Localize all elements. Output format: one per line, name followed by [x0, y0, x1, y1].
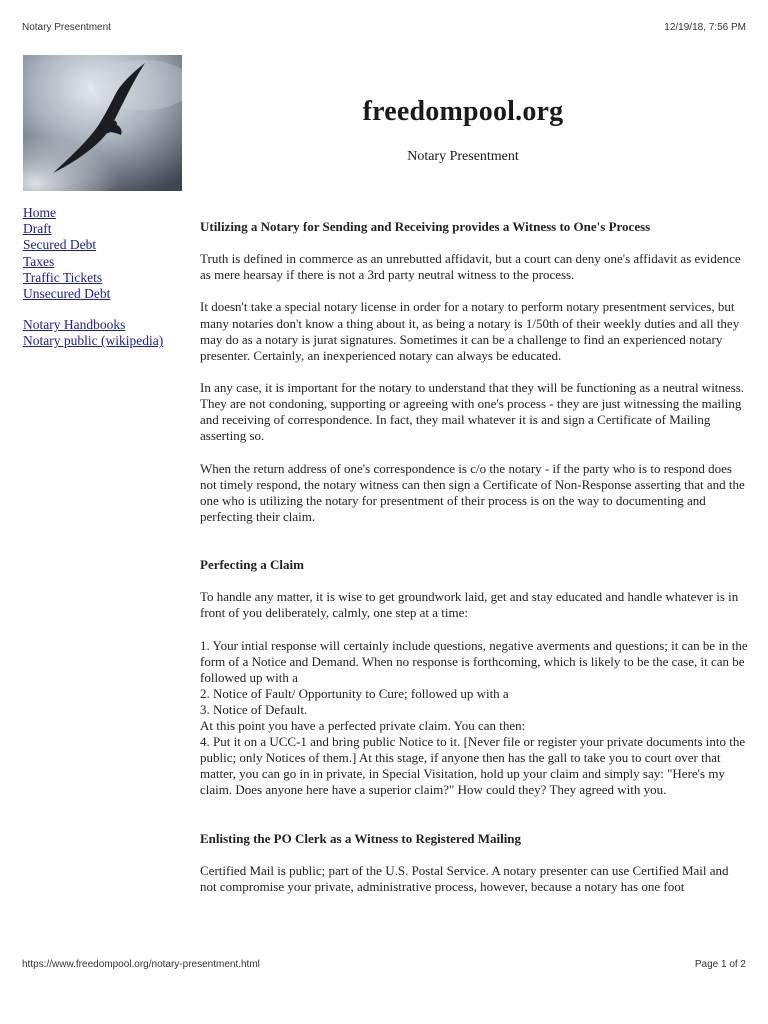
list-item: 3. Notice of Default. — [200, 702, 308, 717]
print-footer-page: Page 1 of 2 — [694, 959, 746, 970]
site-title: freedompool.org — [362, 96, 564, 127]
bird-icon — [23, 55, 182, 191]
sidebar-link-traffic-tickets[interactable]: Traffic Tickets — [23, 269, 103, 285]
sidebar-link-unsecured-debt[interactable]: Unsecured Debt — [23, 286, 111, 302]
print-header — [22, 22, 746, 33]
section-heading-po-clerk: Enlisting the PO Clerk as a Witness to Registered Mailing — [200, 830, 522, 846]
print-footer — [22, 959, 746, 970]
sidebar-link-notary-handbooks[interactable]: Notary Handbooks — [23, 317, 126, 333]
list-item: At this point you have a perfected private claim. You can then: — [200, 718, 526, 734]
paragraph: Certified Mail is public; part of the U.S. Postal Service. A notary presenter can use Certified Mail and not compromise your private, administrative process, however, because a notary has one foot — [200, 862, 729, 894]
bird-in-sky-logo[interactable] — [23, 55, 182, 191]
list-item: 2. Notice of Fault/ Opportunity to Cure; followed up with a — [200, 685, 509, 701]
paragraph: In any case, it is important for the notary to understand that they will be functioning as a neutral witness. They are not condoning, supporting or agreeing with one's process - they are just witnessing the mailing and receiving of correspondence. In fact, they mail whatever it is and sign a Certificate of Mailing asserting so. — [200, 380, 745, 444]
sidebar-link-draft[interactable]: Draft — [23, 221, 52, 237]
numbered-steps — [200, 638, 748, 799]
list-item: 4. Put it on a UCC-1 and bring public Notice to it. [Never file or register your private documents into the public; only Notices of them.] At this stage, if anyone then has the gall to take you to court over that matter, you can go in in private, in Special Visitation, hold up your claim and simply say: "Here's my claim. Does anyone here have a superior claim?" How could they? They agreed with you. — [200, 734, 746, 798]
page-subtitle: Notary Presentment — [407, 149, 519, 164]
sidebar-link-notary-public-wikipedia[interactable]: Notary public (wikipedia) — [23, 333, 164, 349]
paragraph: Truth is defined in commerce as an unrebutted affidavit, but a court can deny one's affidavit as evidence as mere hearsay if there is not a 3rd party neutral witness to the process. — [200, 251, 741, 283]
list-item: 1. Your intial response will certainly include questions, negative averments and questions; it can be in the form of a Notice and Demand. When no response is forthcoming, which is likely to be the case, it can be followed up with a — [200, 637, 748, 685]
section-heading-notary-witness: Utilizing a Notary for Sending and Receiving provides a Witness to One's Process — [200, 219, 651, 234]
paragraph: It doesn't take a special notary license in order for a notary to perform notary presentment services, but many notaries don't know a thing about it, as being a notary is 1/50th of their weekly duties and all they may do as a notary is jurat signatures. Sometimes it can be a challenge to find an experienced notary presenter. Certainly, an inexperienced notary can always be educated. — [200, 299, 740, 363]
sidebar-nav — [23, 205, 193, 350]
sidebar-link-taxes[interactable]: Taxes — [23, 253, 55, 269]
print-footer-url: https://www.freedompool.org/notary-presentment.html — [22, 959, 260, 970]
main-content — [200, 219, 748, 911]
print-header-title: Notary Presentment — [22, 22, 111, 33]
paragraph: To handle any matter, it is wise to get groundwork laid, get and stay educated and handle whatever is in front of you deliberately, calmly, one step at a time: — [200, 589, 739, 621]
paragraph: When the return address of one's correspondence is c/o the notary - if the party who is to respond does not timely respond, the notary witness can then sign a Certificate of Non-Response asserting that and the one who is utilizing the notary for presentment of their process is on the way to documenting and perfecting their claim. — [200, 460, 745, 524]
print-header-datetime: 12/19/18, 7:56 PM — [664, 22, 746, 33]
sidebar-link-home[interactable]: Home — [23, 205, 56, 220]
sidebar-spacer — [23, 302, 193, 317]
sidebar-link-secured-debt[interactable]: Secured Debt — [23, 237, 97, 253]
section-heading-perfecting-claim: Perfecting a Claim — [200, 557, 304, 573]
